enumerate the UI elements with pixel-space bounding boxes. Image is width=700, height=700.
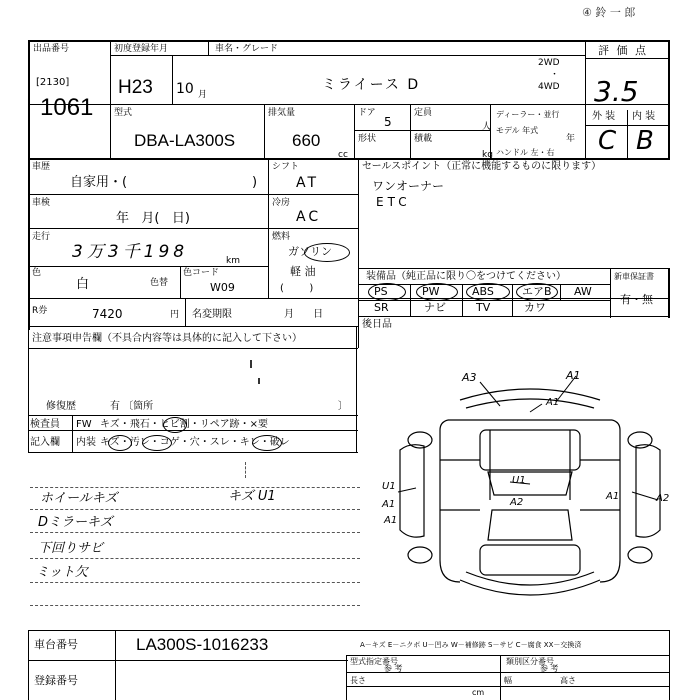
type-cert-label: 型式指定番号	[350, 657, 398, 666]
color-value: 白	[76, 277, 90, 292]
dealer-label: ディーラー・並行	[496, 110, 560, 119]
fuel-gas-circle	[304, 243, 350, 262]
color-code-value: W09	[210, 281, 235, 294]
lot-code: [2130]	[36, 77, 70, 88]
stain-circle	[142, 435, 172, 451]
lot-number: 1061	[40, 94, 94, 121]
model-year-label: モデル 年式	[496, 126, 539, 135]
load-unit: kg	[482, 150, 493, 160]
displacement-label: 排気量	[268, 108, 296, 118]
dmg-mark-a1-hood: A1	[546, 397, 560, 408]
doors-label: ドア	[358, 108, 376, 118]
color-code-label: 色コード	[183, 268, 220, 278]
shape-label: 形状	[358, 134, 377, 144]
model-label: 型式	[114, 108, 133, 118]
equip-airbag-circle	[516, 283, 558, 301]
hw-misc: キズ U1	[228, 489, 276, 504]
color-change-label: 色替	[150, 278, 169, 288]
r-ticket-value: 7420	[92, 307, 123, 321]
car-name: ミライース D	[322, 77, 421, 93]
fuel-label: 燃料	[272, 232, 291, 242]
warranty-label: 新車保証書	[614, 272, 654, 281]
load-label: 積載	[414, 134, 433, 144]
equip-pw: PW	[422, 285, 440, 298]
selling-point-2: ETC	[376, 195, 411, 209]
hw-note-4: ミット欠	[36, 565, 88, 580]
history-value: 自家用・(	[70, 175, 128, 190]
doors-value: 5	[384, 115, 392, 129]
equip-pw-circle	[416, 283, 458, 301]
year-unit: 年	[566, 134, 576, 144]
mileage-unit: km	[226, 256, 240, 266]
height-label: 高さ	[560, 676, 576, 685]
chip-circle	[163, 417, 187, 433]
mileage-value: 3万3千198	[72, 242, 189, 262]
reg-month-unit: 月	[198, 90, 208, 100]
repair-close: 〕	[338, 401, 348, 412]
rating-label: 評 価 点	[598, 44, 648, 57]
inspection-value: 年 月( 日)	[116, 211, 190, 226]
repair-value: 有 〔箇所	[110, 401, 154, 412]
mark-dot	[258, 378, 260, 384]
dmg-mark-a1-right: A1	[606, 491, 620, 502]
exterior-label: 外 装	[592, 111, 616, 122]
dmg-mark-a2-roof: A2	[510, 497, 524, 508]
r-ticket-unit: 円	[170, 310, 180, 320]
inspector-label-2: 記入欄	[30, 437, 60, 448]
inspector-line-1: キズ・飛石・ヒビ割・リペア跡・×要	[100, 419, 268, 430]
dmg-mark-u1-left: U1	[382, 481, 396, 492]
dmg-mark-a1-left-lower: A1	[384, 515, 398, 526]
reg-date-label: 初度登録年月	[114, 44, 169, 54]
handle-label: ハンドル 左・右	[496, 148, 555, 157]
exterior-grade: C	[598, 126, 617, 156]
equip-aw: AW	[574, 285, 592, 298]
model-value: DBA-LA300S	[134, 131, 236, 150]
mileage-label: 走行	[32, 232, 51, 242]
reg-number-label: 登録番号	[34, 674, 78, 687]
category-label: 類別区分番号	[506, 657, 554, 666]
capacity-unit: 人	[482, 122, 492, 132]
cm-unit: cm	[472, 688, 485, 697]
reg-year: H23	[118, 77, 153, 98]
dmg-mark-a1-left: A1	[382, 499, 396, 510]
shift-label: シフト	[272, 162, 300, 172]
equip-sr: SR	[374, 301, 389, 314]
expiry-value: 月 日	[284, 309, 324, 320]
equip-navi: ナビ	[424, 301, 446, 314]
r-ticket-label: R券	[32, 306, 48, 316]
equip-abs-circle	[466, 283, 510, 301]
expiry-label: 名変期限	[192, 309, 232, 320]
history-label: 車歴	[32, 162, 51, 172]
dmg-mark-a2-right: A2	[656, 493, 670, 504]
cc-unit: cc	[338, 150, 348, 160]
fuel-other: ( )	[280, 283, 314, 294]
drive-2wd: 2WD	[538, 58, 560, 68]
hw-note-2: Dミラーキズ	[38, 515, 113, 530]
dmg-mark-a1-front: A1	[566, 369, 581, 382]
ac-label: 冷房	[272, 198, 291, 208]
fw-label: FW	[76, 419, 92, 430]
equip-airbag: エアB	[522, 285, 552, 298]
equip-ps-circle	[368, 283, 406, 301]
equip-tv: TV	[476, 301, 491, 314]
chassis-value: LA300S-1016233	[136, 635, 269, 654]
length-label: 長さ	[350, 676, 366, 685]
inspector-line-2: キズ・汚レ・コゲ・穴・スレ・キレ・破レ	[100, 437, 290, 448]
reg-month: 10	[176, 81, 194, 97]
notes-label: 注意事項申告欄（不具合内容等は具体的に記入して下さい）	[32, 333, 302, 344]
color-label: 色	[32, 268, 42, 278]
hw-note-3: 下回りサビ	[38, 541, 104, 556]
selling-point-1: ワンオーナー	[372, 179, 445, 193]
equip-abs: ABS	[472, 285, 494, 298]
warranty-value: 有・無	[620, 293, 653, 306]
rear-seat-label: 後日品	[362, 319, 392, 330]
interior-label: 内 装	[632, 111, 656, 122]
rub-circle	[252, 435, 282, 451]
equip-leather: カワ	[524, 301, 546, 314]
scratch-circle	[108, 435, 132, 451]
fuel-diesel: 軽 油	[290, 265, 316, 278]
car-diagram	[380, 360, 680, 620]
dmg-mark-a3: A3	[462, 371, 477, 384]
car-name-label: 車名・グレード	[215, 44, 279, 54]
fuel-gas: ガソリン	[288, 245, 332, 258]
damage-legend: A－キズ E－ニクボ U－凹み W－補修跡 S－サビ C－腐食 XX－交換済	[360, 641, 582, 649]
ref-label-2: 参 考	[540, 664, 559, 673]
lot-label: 出品番号	[33, 44, 70, 54]
history-close: )	[252, 175, 258, 190]
drive-dot: ・	[550, 70, 560, 80]
chassis-label: 車台番号	[34, 638, 78, 651]
width-label: 幅	[504, 676, 512, 685]
inspector-label-1: 検査員	[30, 419, 60, 430]
ac-value: AC	[296, 209, 322, 225]
interior-grade: B	[636, 126, 654, 156]
mark-dot	[250, 360, 252, 368]
top-corner-stamp: ④ 鈴 一 郎	[582, 6, 636, 19]
rating-value: 3.5	[594, 75, 639, 108]
interior-check-label: 内装	[76, 437, 96, 448]
repair-label: 修復歴	[46, 401, 76, 412]
inspection-label: 車検	[32, 198, 51, 208]
equip-ps: PS	[374, 285, 388, 298]
equipment-label: 装備品（純正品に限り〇をつけてください）	[366, 271, 566, 282]
capacity-label: 定員	[414, 108, 433, 118]
shift-value: AT	[296, 175, 320, 191]
drive-4wd: 4WD	[538, 82, 560, 92]
hw-note-1: ホイールキズ	[40, 491, 118, 506]
ref-label: 参 考	[384, 664, 403, 673]
selling-points-label: セールスポイント（正常に機能するものに限ります）	[362, 161, 602, 172]
dmg-mark-u1-roof: U1	[512, 475, 526, 486]
displacement-value: 660	[292, 131, 321, 150]
